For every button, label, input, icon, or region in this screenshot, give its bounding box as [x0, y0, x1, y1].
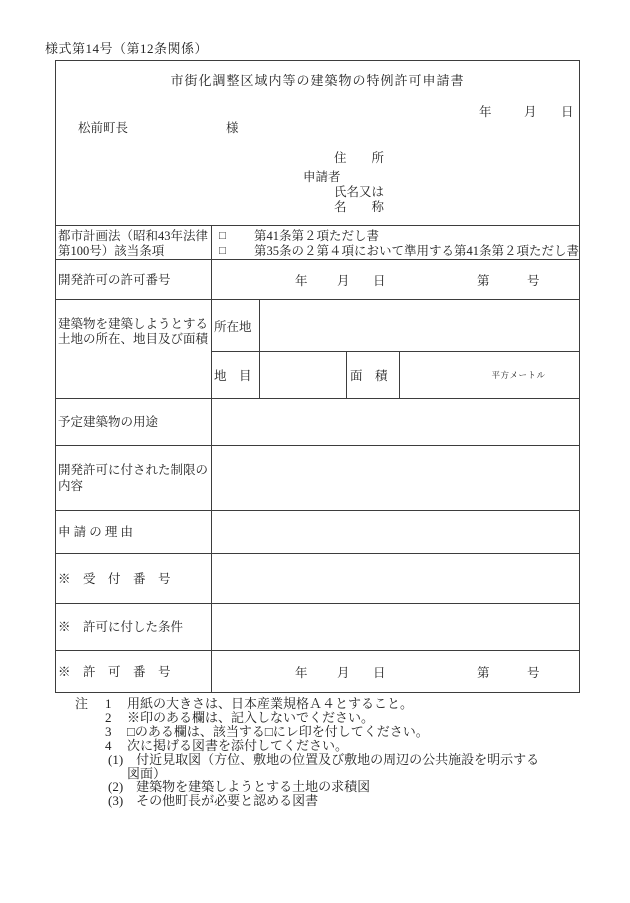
- land-details-cells: [212, 300, 579, 398]
- clause-option-1: [219, 229, 579, 244]
- month-label: 月: [337, 273, 350, 288]
- applicant-name-label-line2: 名 称: [334, 200, 385, 214]
- form-title: 市街化調整区域内等の建築物の特例許可申請書: [170, 73, 465, 88]
- note-number: 3: [105, 723, 112, 739]
- number-prefix-label: 第: [477, 665, 490, 680]
- checkbox-icon[interactable]: □: [218, 245, 226, 257]
- land-category-area-subrow: [212, 351, 579, 398]
- permission-number-field: [212, 651, 579, 692]
- note-text: 次に掲げる図書を添付してください。: [127, 737, 349, 753]
- form-header: [56, 61, 579, 225]
- attachment-item-3: (3) その他町長が必要と認める図書: [108, 793, 319, 809]
- development-permit-number-field: [212, 260, 579, 299]
- applicant-name-label-line1: 氏名又は: [334, 185, 385, 199]
- row-application-reason: [56, 510, 579, 553]
- row-land-details: [56, 299, 579, 398]
- attachment-item-1: (1) 付近見取図（方位、敷地の位置及び敷地の周辺の公共施設を明示する図面）: [108, 751, 540, 781]
- addressee-honorific: 様: [226, 121, 239, 135]
- date-month-label: 月: [524, 105, 537, 119]
- row-permission-number: [56, 650, 579, 692]
- building-use-label: 予定建築物の用途: [56, 399, 212, 445]
- note-number: 4: [105, 737, 112, 753]
- note-number: 1: [105, 696, 112, 711]
- note-line-3: [75, 725, 545, 739]
- day-label: 日: [373, 273, 386, 288]
- note-text: 用紙の大きさは、日本産業規格Ａ４とすること。: [127, 696, 414, 711]
- clause-option-2: [219, 244, 579, 259]
- application-reason-input-cell: [212, 511, 579, 553]
- land-location-subrow: [212, 300, 579, 351]
- note-attachment-list: [108, 753, 545, 809]
- note-number: 2: [105, 709, 112, 725]
- permit-restrictions-input-cell: [212, 446, 579, 510]
- day-label: 日: [373, 665, 386, 680]
- applicant-label: 申請者: [303, 170, 341, 184]
- land-location-input-cell: [260, 300, 579, 351]
- date-day-label: 日: [561, 105, 574, 119]
- permit-restrictions-label: 開発許可に付された制限の内容: [56, 446, 212, 510]
- row-applicable-clause: [56, 225, 579, 259]
- permission-conditions-input-cell: [212, 604, 579, 650]
- note-line-2: [75, 711, 545, 725]
- checkbox-icon[interactable]: □: [218, 230, 226, 242]
- note-line-1: [75, 697, 545, 711]
- land-category-input-cell: [260, 352, 347, 398]
- permission-number-label: ※ 許 可 番 号: [56, 651, 212, 692]
- row-receipt-number: [56, 553, 579, 603]
- date-year-label: 年: [479, 105, 492, 119]
- receipt-number-input-cell: [212, 554, 579, 603]
- land-area-unit-cell: 平方メートル: [491, 370, 546, 380]
- notes-heading: 注: [75, 696, 89, 711]
- note-text: ※印のある欄は、記入しないでください。: [127, 709, 375, 725]
- land-category-label: 地 目: [212, 352, 260, 398]
- month-label: 月: [337, 665, 350, 680]
- year-label: 年: [295, 273, 308, 288]
- land-area-label: 面 積: [347, 352, 400, 398]
- attachment-item-2: (2) 建築物を建築しようとする土地の求積図: [108, 779, 371, 795]
- year-label: 年: [295, 665, 308, 680]
- clause-option-1-text: 第41条第２項ただし書: [253, 229, 379, 243]
- number-prefix-label: 第: [477, 273, 490, 288]
- building-use-input-cell: [212, 399, 579, 445]
- application-form-table: [55, 60, 580, 693]
- development-permit-number-label: 開発許可の許可番号: [56, 260, 212, 299]
- row-building-use: [56, 398, 579, 445]
- applicant-address-label: 住 所: [334, 151, 385, 165]
- applicable-clause-label: 都市計画法（昭和43年法律 第100号）該当条項: [56, 226, 212, 259]
- addressee-name: 松前町長: [78, 121, 129, 135]
- receipt-number-label: ※ 受 付 番 号: [56, 554, 212, 603]
- clause-option-2-text: 第35条の２第４項において準用する第41条第２項ただし書: [253, 244, 579, 258]
- row-development-permit-number: [56, 259, 579, 299]
- applicable-clause-options: [212, 226, 579, 259]
- row-permission-conditions: [56, 603, 579, 650]
- land-location-label: 所在地: [212, 300, 260, 351]
- application-reason-label: 申 請 の 理 由: [56, 511, 212, 553]
- form-number: 様式第14号（第12条関係）: [45, 41, 209, 56]
- permission-conditions-label: ※ 許可に付した条件: [56, 604, 212, 650]
- notes-section: [75, 697, 545, 808]
- number-suffix-label: 号: [527, 665, 540, 680]
- note-text: □のある欄は、該当する□にレ印を付してください。: [127, 723, 429, 739]
- land-details-label: 建築物を建築しようとする土地の所在、地目及び面積: [56, 300, 212, 398]
- note-line-4: [75, 739, 545, 753]
- row-permit-restrictions: [56, 445, 579, 510]
- number-suffix-label: 号: [527, 273, 540, 288]
